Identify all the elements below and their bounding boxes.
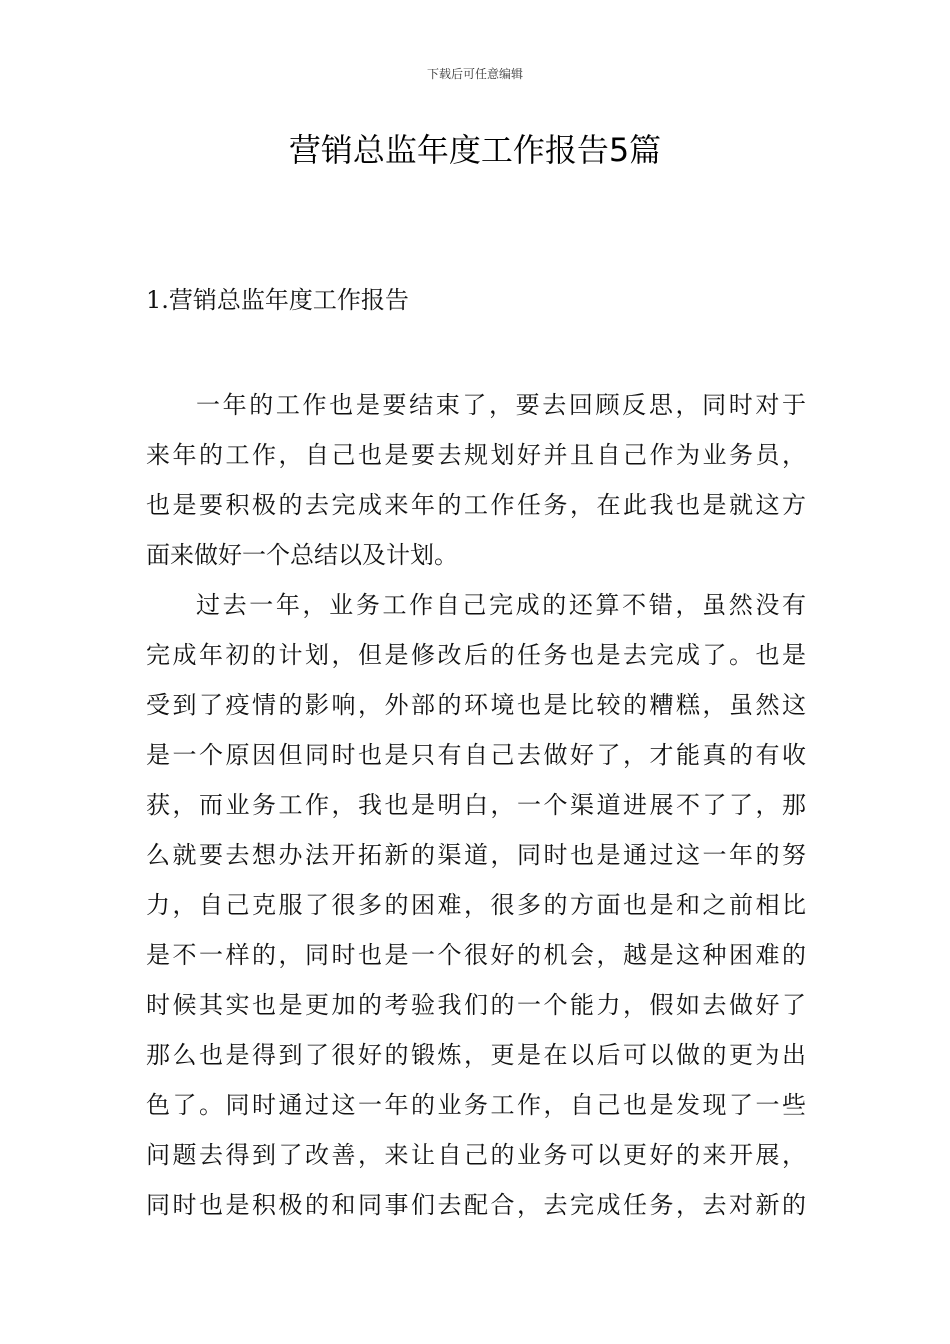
paragraph-2-line: 过去一年，业务工作自己完成的还算不错，虽然没有 bbox=[196, 591, 806, 619]
paragraph-1-line: 也是要积极的去完成来年的工作任务，在此我也是就这方 bbox=[146, 491, 806, 519]
paragraph-1-line: 一年的工作也是要结束了，要去回顾反思，同时对于 bbox=[196, 391, 806, 419]
paragraph-2-line: 问题去得到了改善，来让自己的业务可以更好的来开展， bbox=[146, 1141, 806, 1169]
paragraph-2-line: 受到了疫情的影响，外部的环境也是比较的糟糕，虽然这 bbox=[146, 691, 806, 719]
paragraph-2-line: 完成年初的计划，但是修改后的任务也是去完成了。也是 bbox=[146, 641, 806, 669]
document-title: 营销总监年度工作报告5篇 bbox=[288, 131, 662, 169]
paragraph-2-line: 同时也是积极的和同事们去配合，去完成任务，去对新的 bbox=[146, 1191, 806, 1219]
paragraph-2-line: 力，自己克服了很多的困难，很多的方面也是和之前相比 bbox=[146, 891, 806, 919]
section-heading: 1.营销总监年度工作报告 bbox=[146, 286, 409, 314]
paragraph-2-line: 获，而业务工作，我也是明白，一个渠道进展不了了，那 bbox=[146, 791, 806, 819]
paragraph-2-line: 么就要去想办法开拓新的渠道，同时也是通过这一年的努 bbox=[146, 841, 806, 869]
paragraph-2-line: 是不一样的，同时也是一个很好的机会，越是这种困难的 bbox=[146, 941, 806, 969]
header-note: 下载后可任意编辑 bbox=[426, 67, 523, 81]
paragraph-1-line: 来年的工作，自己也是要去规划好并且自己作为业务员， bbox=[146, 441, 806, 469]
paragraph-1-line: 面来做好一个总结以及计划。 bbox=[146, 541, 458, 569]
paragraph-2-line: 色了。同时通过这一年的业务工作，自己也是发现了一些 bbox=[146, 1091, 806, 1119]
paragraph-2-line: 那么也是得到了很好的锻炼，更是在以后可以做的更为出 bbox=[146, 1041, 806, 1069]
document-body bbox=[146, 380, 806, 1230]
paragraph-2-line: 是一个原因但同时也是只有自己去做好了，才能真的有收 bbox=[146, 741, 806, 769]
paragraph-2-line: 时候其实也是更加的考验我们的一个能力，假如去做好了 bbox=[146, 991, 806, 1019]
